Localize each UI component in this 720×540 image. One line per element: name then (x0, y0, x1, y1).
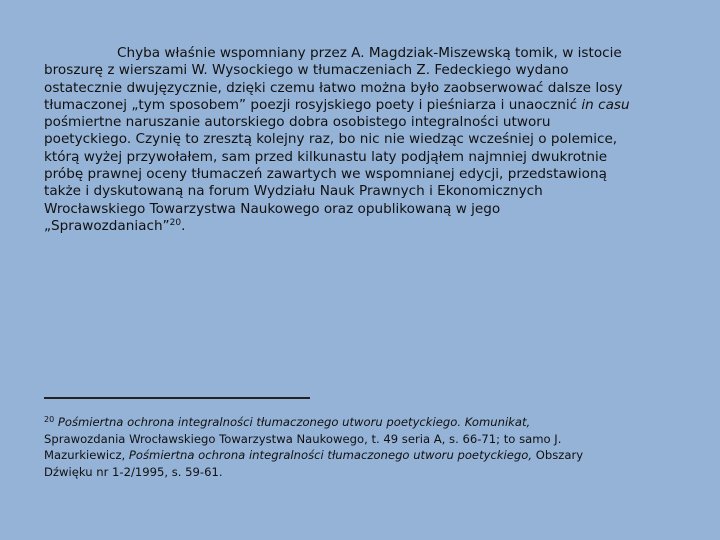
paragraph-line: broszurę z wierszami W. Wysockiego w tłumaczeniach Z. Fedeckiego wydano (44, 62, 569, 79)
footnote-line: Sprawozdania Wrocławskiego Towarzystwa Naukowego, t. 49 seria A, s. 66-71; to samo J. (44, 431, 562, 446)
paragraph-line: którą wyżej przywołałem, sam przed kilkunastu laty podjąłem najmniej dwukrotnie (44, 148, 608, 165)
paragraph-line: próbę prawnej oceny tłumaczeń zawartych we wspomnianej edycji, przedstawioną (44, 166, 607, 183)
paragraph-italic: in casu (581, 96, 630, 113)
paragraph-line (44, 218, 670, 235)
footnote-line (44, 414, 684, 431)
paragraph-line: także i dyskutowaną na forum Wydziału Nauk Prawnych i Ekonomicznych (44, 183, 543, 200)
paragraph-text: . (181, 217, 186, 234)
paragraph-line: ostatecznie dwujęzycznie, dzięki czemu łatwo można było zaobserwować dalsze losy (44, 79, 623, 96)
footnote (44, 414, 684, 480)
paragraph-line: Wrocławskiego Towarzystwa Naukowego oraz opublikowaną w jego (44, 200, 501, 217)
footnote-italic: Pośmiertna ochrona integralności tłumaczonego utworu poetyckiego. Komunikat, (54, 415, 531, 429)
footnote-separator (44, 397, 310, 399)
footnote-italic: Pośmiertna ochrona integralności tłumaczonego utworu poetyckiego, (128, 448, 533, 463)
paragraph-line: Chyba właśnie wspomniany przez A. Magdziak-Miszewską tomik, w istocie (117, 45, 622, 61)
paragraph-text: tłumaczonej „tym sposobem” poezji rosyjskiego poety i pieśniarza i unaocznić (44, 96, 582, 113)
footnote-reference: 20 (169, 217, 182, 228)
footnote-text: Mazurkiewicz, (44, 448, 129, 463)
footnote-marker: 20 (44, 415, 55, 424)
footnote-line (44, 447, 684, 464)
main-paragraph (44, 45, 670, 235)
paragraph-text: „Sprawozdaniach” (44, 217, 170, 234)
footnote-line: Dźwięku nr 1-2/1995, s. 59-61. (44, 464, 223, 479)
paragraph-line: pośmiertne naruszanie autorskiego dobra osobistego integralności utworu (44, 114, 551, 131)
paragraph-line (44, 97, 670, 114)
footnote-text: Obszary (532, 448, 584, 463)
paragraph-line: poetyckiego. Czynię to zresztą kolejny raz, bo nic nie wiedząc wcześniej o polemice, (44, 131, 618, 148)
